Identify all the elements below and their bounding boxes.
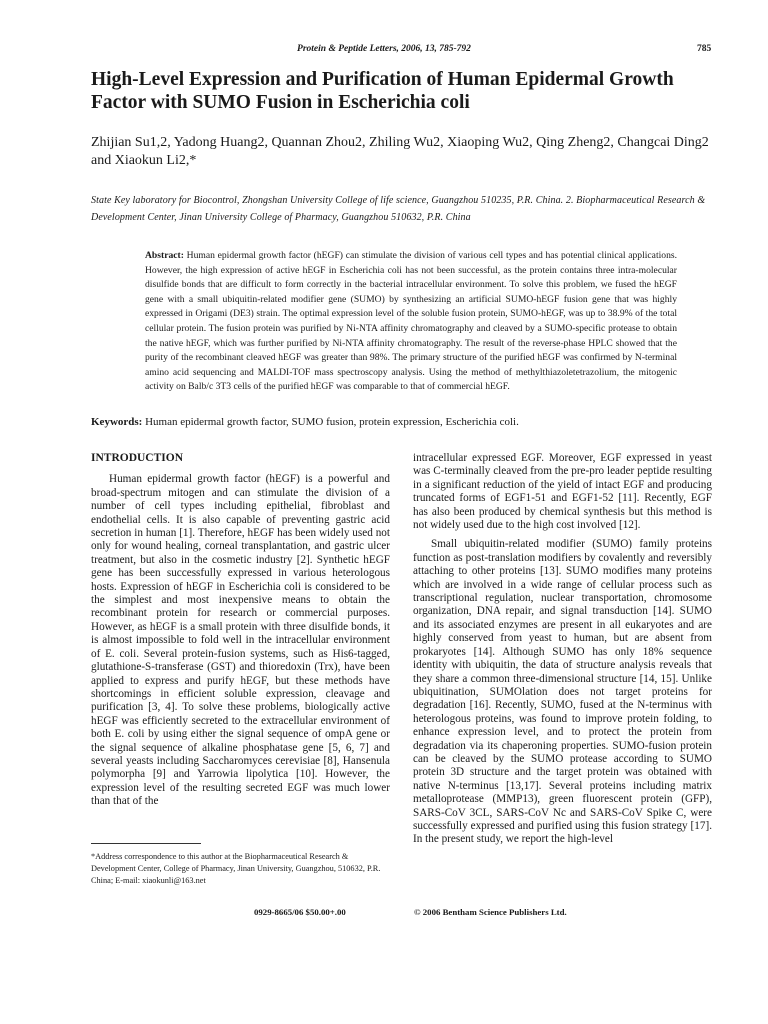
affiliation: State Key laboratory for Biocontrol, Zhongshan University College of life science, Guangzhou 510235, P.R. China. 2. Biopharmaceutical Research & Development Center, Jinan University College of Pharmacy, Guangzhou 510632, P.R. China (91, 195, 706, 223)
intro-paragraph-sumo: Small ubiquitin-related modifier (SUMO) family proteins function as post-translation modifiers by covalently and reversibly attaching to other proteins [13]. SUMO modifies many proteins which are involved in a wide range of cellular process such as transcriptional regulation, nuclear transportation, chromosome organization, DNA repair, and signal transduction [14]. SUMO and its associated enzymes are present in all eukaryotes and are highly conserved from yeast to human, but are absent from prokaryotes [14]. Although SUMO has only 18% sequence identity with ubiquitin, the data of structure analysis reveals that they share a common three-dimensional structure [14, 15]. Unlike ubiquitination, SUMOlation does not target proteins for degradation [16]. Recently, SUMO, fused at the N-terminus with heterologous proteins, was found to improve protein folding, to enhance expression level, and to protect the protein from degradation via its chaperoning properties. SUMO-fusion protein can be cleaved by the SUMO protease according to SUMO protein 3D structure and the target protein was obtained with native N-terminus [13,17]. Several proteins including matrix metalloprotease (MMP13), green fluorescent protein (GFP), SARS-CoV 3CL, SARS-CoV Nc and SARS-CoV Spike C, were successfully expressed and purified using this fusion strategy [17]. In the present study, we report the high-level (413, 538, 712, 846)
keywords-label: Keywords: (91, 416, 143, 428)
keywords-text: Human epidermal growth factor, SUMO fusion, protein expression, Escherichia coli. (145, 416, 519, 428)
keywords (91, 415, 711, 429)
copyright-line: © 2006 Bentham Science Publishers Ltd. (414, 907, 567, 917)
left-column (91, 452, 390, 809)
page-number: 785 (697, 44, 712, 54)
section-heading-introduction: INTRODUCTION (91, 452, 184, 464)
intro-paragraph-1: Human epidermal growth factor (hEGF) is a powerful and broad-spectrum mitogen and can stimulate the division of a number of cell types including epithelial, fibroblast and endothelial cells. It is also capable of preventing gastric acid secretion in human [1]. Therefore, hEGF has been widely used not only for wound healing, corneal transplantation, and gastric ulcer treatment, but also in the cosmetic industry [2]. Synthetic hEGF gene has been successfully expressed in various heterologous hosts. Expression of hEGF in Escherichia coli is considered to be the simplest and most inexpensive means to obtain the recombinant protein for research or commercial purposes. However, as hEGF is a small protein with three disulfide bonds, it is almost impossible to fold well in the intracellular environment of E. coli. Several protein-fusion systems, such as His6-tagged, glutathione-S-transferase (GST) and thioredoxin (Trx), have been applied to express and purify hEGF, but these methods have shortcomings in efficient soluble expression, cleavage and purification [3, 4]. To solve these problems, biologically active hEGF was efficiently secreted to the extracellular environment of both E. coli by using either the signal sequence of ompA gene or the signal sequence of alkaline phosphatase gene [5, 6, 7] and several yeasts including Saccharomyces cerevisiae [8], Hansenula polymorpha [9] and Yarrowia lipolytica [10]. However, the expression level of the resulting secreted EGF was much lower than that of the (91, 473, 390, 808)
abstract-label: Abstract: (145, 250, 184, 261)
intro-paragraph-continued: intracellular expressed EGF. Moreover, EGF expressed in yeast was C-terminally cleaved from the pre-pro leader peptide resulting in a significant reduction of the yield of intact EGF and producing truncated forms of EGF1-51 and EGF1-52 [11]. Recently, EGF has also been produced by chemical synthesis but this method is not widely used due to the high cost involved [12]. (413, 452, 712, 532)
journal-citation: Protein & Peptide Letters, 2006, 13, 785-792 (297, 44, 471, 54)
right-column (413, 452, 712, 847)
author-list: Zhijian Su1,2, Yadong Huang2, Quannan Zhou2, Zhiling Wu2, Xiaoping Wu2, Qing Zheng2, Changcai Ding2 and Xiaokun Li2,* (91, 135, 709, 168)
correspondence-footnote: *Address correspondence to this author at the Biopharmaceutical Research & Development Center, College of Pharmacy, Jinan University, Guangzhou, 510632, P.R. China; E-mail: xiaokunli@163.net (91, 852, 381, 885)
footnote-divider (91, 843, 201, 844)
issn-line: 0929-8665/06 $50.00+.00 (254, 907, 346, 917)
paper-title: High-Level Expression and Purification of Human Epidermal Growth Factor with SUMO Fusion in Escherichia coli (91, 69, 674, 113)
abstract (145, 249, 677, 395)
abstract-text: Human epidermal growth factor (hEGF) can stimulate the division of various cell types and has potential clinical applications. However, the high expression of active hEGF in Escherichia coli has not been successful, as the protein contains three intra-molecular disulfide bonds that are difficult to form correctly in the bacterial intracellular environment. To solve this problem, we fused the hEGF gene with a small ubiquitin-related modifier gene (SUMO) by synthesizing an artificial SUMO-hEGF fusion gene that was highly expressed in Origami (DE3) strain. The optimal expression level of the soluble fusion protein, SUMO-hEGF, was up to 38.9% of the total cellular protein. The fusion protein was purified by Ni-NTA affinity chromatography and cleaved by a SUMO-specific protease to obtain the native hEGF, which was further purified by Ni-NTA affinity chromatography. The result of the reverse-phase HPLC showed that the purity of the recombinant cleaved hEGF was greater than 98%. The primary structure of the purified hEGF was confirmed by N-terminal amino acid sequencing and MALDI-TOF mass spectroscopy analysis. Using the method of methylthiazoletetrazolium, the mitogenic activity on Balb/c 3T3 cells of the purified hEGF was comparable to that of commercial hEGF. (145, 250, 677, 393)
